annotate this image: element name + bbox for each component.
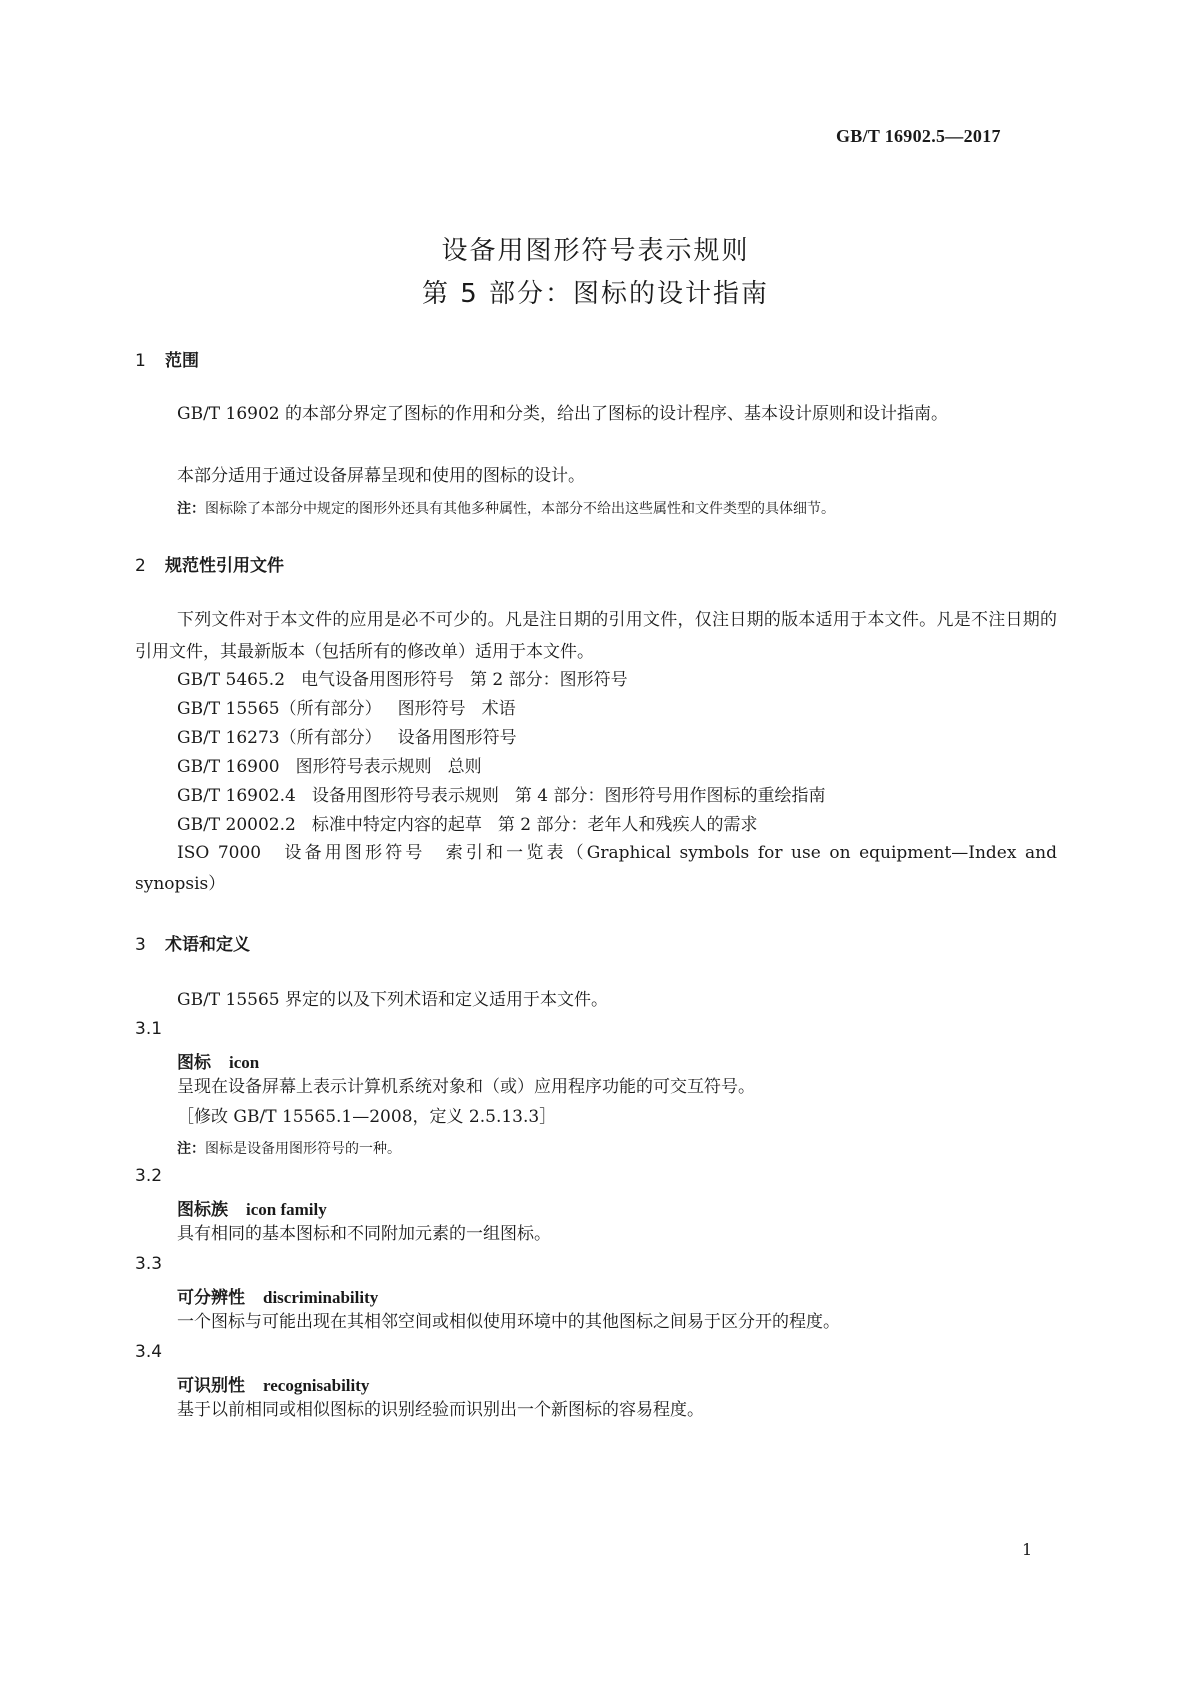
term-definition: 基于以前相同或相似图标的识别经验而识别出一个新图标的容易程度。 xyxy=(177,1400,704,1420)
reference-part: 总则 xyxy=(447,757,482,777)
reference-title: 设备用图形符号表示规则 xyxy=(311,786,499,806)
reference-title: 图形符号表示规则 xyxy=(295,757,432,777)
reference-title: 标准中特定内容的起草 xyxy=(311,815,482,835)
term-en: icon xyxy=(229,1053,260,1072)
reference-part: 第 2 部分：图形符号 xyxy=(470,670,628,690)
scope-paragraph-2: 本部分适用于通过设备屏幕呈现和使用的图标的设计。 xyxy=(177,466,585,486)
term-note xyxy=(177,1138,401,1158)
section-title: 规范性引用文件 xyxy=(165,556,284,576)
reference-code: GB/T 16273（所有部分） xyxy=(177,728,382,748)
reference-item xyxy=(177,722,517,754)
normative-references-intro: 下列文件对于本文件的应用是必不可少的。凡是注日期的引用文件，仅注日期的版本适用于本文件。凡是不注日期的引用文件，其最新版本（包括所有的修改单）适用于本文件。 xyxy=(135,610,1057,662)
term-number: 3.2 xyxy=(135,1166,163,1186)
reference-item xyxy=(177,693,516,725)
reference-part: 术语 xyxy=(481,699,516,719)
reference-title: 图形符号 xyxy=(397,699,466,719)
term-heading xyxy=(177,1283,378,1308)
section-title: 术语和定义 xyxy=(165,935,250,955)
reference-part: 第 4 部分：图形符号用作图标的重绘指南 xyxy=(514,786,826,806)
term-zh: 可识别性 xyxy=(177,1376,245,1396)
reference-title: 电气设备用图形符号 xyxy=(301,670,455,690)
reference-code: GB/T 5465.2 xyxy=(177,670,286,690)
reference-code: GB/T 20002.2 xyxy=(177,815,296,835)
reference-item xyxy=(177,780,825,812)
document-title-line2: 第 5 部分：图标的设计指南 xyxy=(421,279,770,309)
term-heading xyxy=(177,1048,259,1073)
reference-code: GB/T 16900 xyxy=(177,757,280,777)
reference-code: GB/T 16902.4 xyxy=(177,786,296,806)
term-number: 3.1 xyxy=(135,1019,163,1039)
section-number: 3 xyxy=(135,935,146,955)
note-text: 图标除了本部分中规定的图形外还具有其他多种属性，本部分不给出这些属性和文件类型的具体细节。 xyxy=(205,501,835,517)
note-text: 图标是设备用图形符号的一种。 xyxy=(205,1141,401,1157)
reference-item xyxy=(177,751,482,783)
term-zh: 可分辨性 xyxy=(177,1288,245,1308)
term-number: 3.3 xyxy=(135,1254,163,1274)
term-number: 3.4 xyxy=(135,1342,163,1362)
term-zh: 图标族 xyxy=(177,1200,228,1220)
iso-reference: ISO 7000 设备用图形符号 索引和一览表（Graphical symbols for use on equipment—Index and synopsis） xyxy=(135,843,1057,894)
term-definition: 呈现在设备屏幕上表示计算机系统对象和（或）应用程序功能的可交互符号。 xyxy=(177,1077,755,1097)
section-2-heading xyxy=(135,551,284,576)
section-3-heading xyxy=(135,930,250,955)
section-title: 范围 xyxy=(165,351,199,371)
term-source: ［修改 GB/T 15565.1—2008，定义 2.5.13.3］ xyxy=(177,1107,557,1127)
note-label: 注： xyxy=(177,501,205,517)
terms-intro: GB/T 15565 界定的以及下列术语和定义适用于本文件。 xyxy=(177,990,609,1010)
document-title-line1: 设备用图形符号表示规则 xyxy=(441,236,750,266)
reference-title: 设备用图形符号 xyxy=(397,728,517,748)
section-1-heading xyxy=(135,346,199,371)
term-definition: 具有相同的基本图标和不同附加元素的一组图标。 xyxy=(177,1224,551,1244)
term-en: recognisability xyxy=(263,1376,370,1395)
term-zh: 图标 xyxy=(177,1053,211,1073)
standard-code: GB/T 16902.5—2017 xyxy=(836,126,1001,146)
term-heading xyxy=(177,1371,369,1396)
reference-item xyxy=(177,664,628,696)
page-number: 1 xyxy=(1022,1540,1033,1559)
reference-code: GB/T 15565（所有部分） xyxy=(177,699,382,719)
term-en: icon family xyxy=(246,1200,327,1219)
term-definition: 一个图标与可能出现在其相邻空间或相似使用环境中的其他图标之间易于区分开的程度。 xyxy=(177,1312,840,1332)
term-heading xyxy=(177,1195,327,1220)
scope-note xyxy=(177,498,835,518)
section-number: 2 xyxy=(135,556,146,576)
section-number: 1 xyxy=(135,351,146,371)
reference-item xyxy=(177,809,757,841)
term-en: discriminability xyxy=(263,1288,379,1307)
note-label: 注： xyxy=(177,1141,205,1157)
reference-part: 第 2 部分：老年人和残疾人的需求 xyxy=(497,815,758,835)
scope-paragraph-1: GB/T 16902 的本部分界定了图标的作用和分类，给出了图标的设计程序、基本设计原则和设计指南。 xyxy=(177,404,949,424)
